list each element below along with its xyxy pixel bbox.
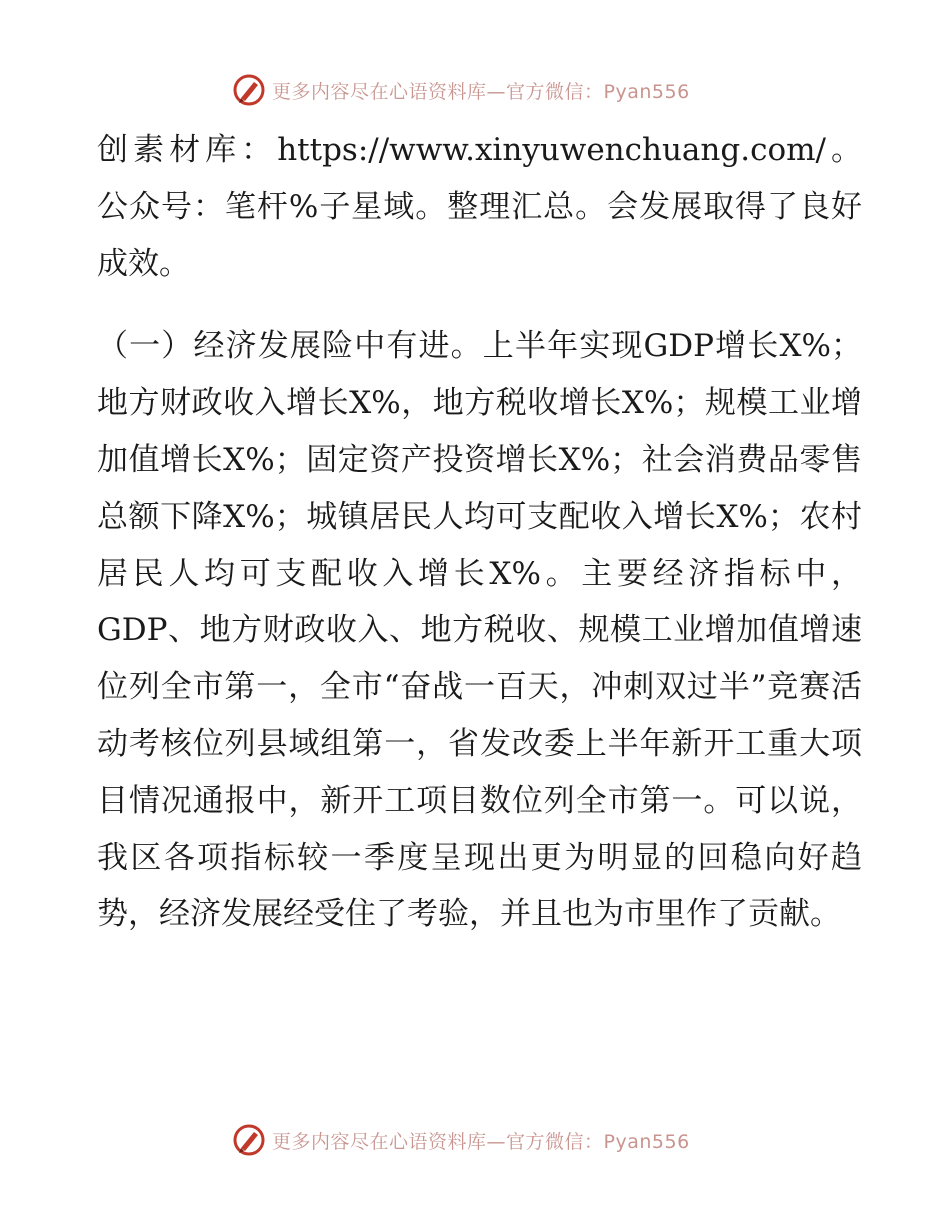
paragraph-intro: 创素材库：https://www.xinyuwenchuang.com/。公众号：笔杆%子星域。整理汇总。会发展取得了良好成效。 — [97, 132, 862, 282]
header-watermark — [232, 70, 732, 110]
watermark-text: 更多内容尽在心语资料库—官方微信：Pyan556 — [272, 80, 690, 103]
document-body — [97, 122, 862, 943]
footer-watermark — [232, 1120, 732, 1160]
paragraph-economy: （一）经济发展险中有进。上半年实现GDP增长X%；地方财政收入增长X%，地方税收增长X%；规模工业增加值增长X%；固定资产投资增长X%；社会消费品零售总额下降X%；城镇居民人均可支配收入增长X%；农村居民人均可支配收入增长X%。主要经济指标中，GDP、地方财政收入、地方税收、规模工业增加值增速位列全市第一，全市“奋战一百天，冲刺双过半”竞赛活动考核位列县域组第一，省发改委上半年新开工重大项目情况通报中，新开工项目数位列全市第一。可以说，我区各项指标较一季度呈现出更为明显的回稳向好趋势，经济发展经受住了考验，并且也为市里作了贡献。 — [97, 328, 862, 933]
pen-logo-icon — [232, 1123, 266, 1157]
pen-logo-icon — [232, 73, 266, 107]
watermark-text: 更多内容尽在心语资料库—官方微信：Pyan556 — [272, 1130, 690, 1153]
